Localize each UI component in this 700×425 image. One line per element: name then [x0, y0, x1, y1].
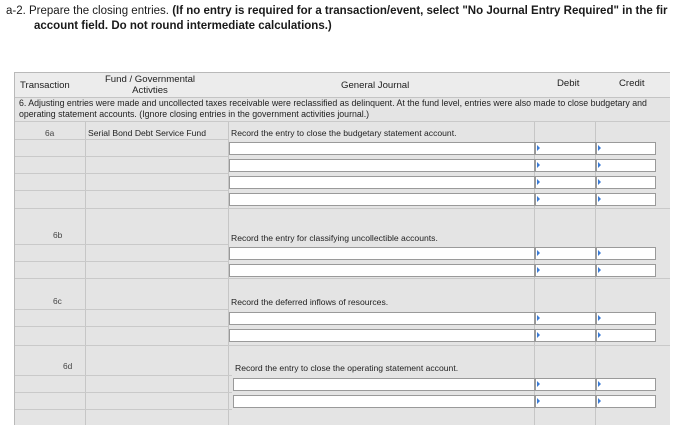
account-input[interactable]	[229, 193, 535, 206]
account-input[interactable]	[229, 329, 535, 342]
account-input[interactable]	[229, 176, 535, 189]
flag-icon	[598, 315, 601, 321]
debit-input[interactable]	[535, 142, 596, 155]
flag-icon	[537, 162, 540, 168]
account-input[interactable]	[229, 312, 535, 325]
row-divider	[15, 345, 670, 346]
row-divider	[15, 392, 232, 393]
row-divider	[15, 244, 228, 245]
flag-icon	[598, 162, 601, 168]
row-divider	[15, 409, 232, 410]
txn-6b-label: 6b	[53, 230, 63, 240]
credit-input[interactable]	[596, 264, 656, 277]
debit-input[interactable]	[535, 312, 596, 325]
flag-icon	[537, 267, 540, 273]
flag-icon	[537, 145, 540, 151]
flag-icon	[537, 196, 540, 202]
account-input[interactable]	[233, 378, 535, 391]
debit-input[interactable]	[535, 193, 596, 206]
flag-icon	[598, 250, 601, 256]
header-fund-line2: Activties	[132, 85, 168, 96]
credit-input[interactable]	[596, 312, 656, 325]
flag-icon	[537, 179, 540, 185]
account-input[interactable]	[229, 247, 535, 260]
debit-input[interactable]	[535, 247, 596, 260]
fund-6a-label: Serial Bond Debt Service Fund	[88, 128, 206, 138]
header-credit: Credit	[619, 78, 645, 89]
credit-input[interactable]	[596, 329, 656, 342]
row-divider	[15, 156, 228, 157]
debit-input[interactable]	[535, 159, 596, 172]
prompt-text: a-2. Prepare the closing entries.	[6, 5, 173, 17]
question-prompt	[6, 4, 700, 34]
account-input[interactable]	[229, 142, 535, 155]
debit-input[interactable]	[535, 378, 596, 391]
flag-icon	[537, 381, 540, 387]
col-divider	[85, 121, 86, 425]
row-divider	[15, 173, 228, 174]
txn-6c-label: 6c	[53, 296, 62, 306]
header-fund	[95, 74, 205, 96]
flag-icon	[537, 315, 540, 321]
flag-icon	[537, 398, 540, 404]
instruction-6c: Record the deferred inflows of resources.	[231, 297, 389, 307]
row-divider	[15, 208, 670, 209]
txn-6d-label: 6d	[63, 361, 73, 371]
row-divider	[15, 190, 228, 191]
account-input[interactable]	[229, 159, 535, 172]
account-input[interactable]	[229, 264, 535, 277]
row-divider	[15, 278, 670, 279]
instruction-6b: Record the entry for classifying uncollectible accounts.	[231, 233, 438, 243]
flag-icon	[598, 398, 601, 404]
flag-icon	[598, 145, 601, 151]
prompt-bold-text: (If no entry is required for a transaction/event, select "No Journal Entry Required" in the fir	[172, 5, 668, 17]
credit-input[interactable]	[596, 395, 656, 408]
credit-input[interactable]	[596, 159, 656, 172]
table-header	[15, 73, 670, 98]
prompt-line2: account field. Do not round intermediate calculations.)	[34, 20, 332, 32]
row-divider	[15, 139, 228, 140]
flag-icon	[598, 179, 601, 185]
flag-icon	[598, 196, 601, 202]
instruction-6a: Record the entry to close the budgetary statement account.	[231, 128, 457, 138]
row-divider	[15, 261, 228, 262]
header-debit: Debit	[557, 78, 580, 89]
instruction-6d: Record the entry to close the operating statement account.	[235, 363, 459, 373]
debit-input[interactable]	[535, 176, 596, 189]
transaction-note: 6. Adjusting entries were made and uncollected taxes receivable were reclassified as delinquent. At the fund level, entries were also made to close budgetary and operating statement accounts. (Ignore closing entries in the government activities journal.)	[19, 98, 647, 119]
txn-6a-label: 6a	[45, 128, 55, 138]
account-input[interactable]	[233, 395, 535, 408]
credit-input[interactable]	[596, 176, 656, 189]
debit-input[interactable]	[535, 329, 596, 342]
flag-icon	[598, 332, 601, 338]
header-transaction: Transaction	[20, 80, 70, 91]
journal-worksheet	[14, 72, 670, 425]
credit-input[interactable]	[596, 247, 656, 260]
flag-icon	[537, 250, 540, 256]
flag-icon	[537, 332, 540, 338]
credit-input[interactable]	[596, 193, 656, 206]
row-divider	[15, 309, 228, 310]
row-divider	[15, 326, 228, 327]
row-divider	[15, 121, 670, 122]
flag-icon	[598, 381, 601, 387]
header-general-journal: General Journal	[341, 80, 410, 91]
flag-icon	[598, 267, 601, 273]
debit-input[interactable]	[535, 264, 596, 277]
credit-input[interactable]	[596, 378, 656, 391]
debit-input[interactable]	[535, 395, 596, 408]
row-divider	[15, 375, 232, 376]
credit-input[interactable]	[596, 142, 656, 155]
header-fund-line1: Fund / Governmental	[104, 74, 196, 85]
